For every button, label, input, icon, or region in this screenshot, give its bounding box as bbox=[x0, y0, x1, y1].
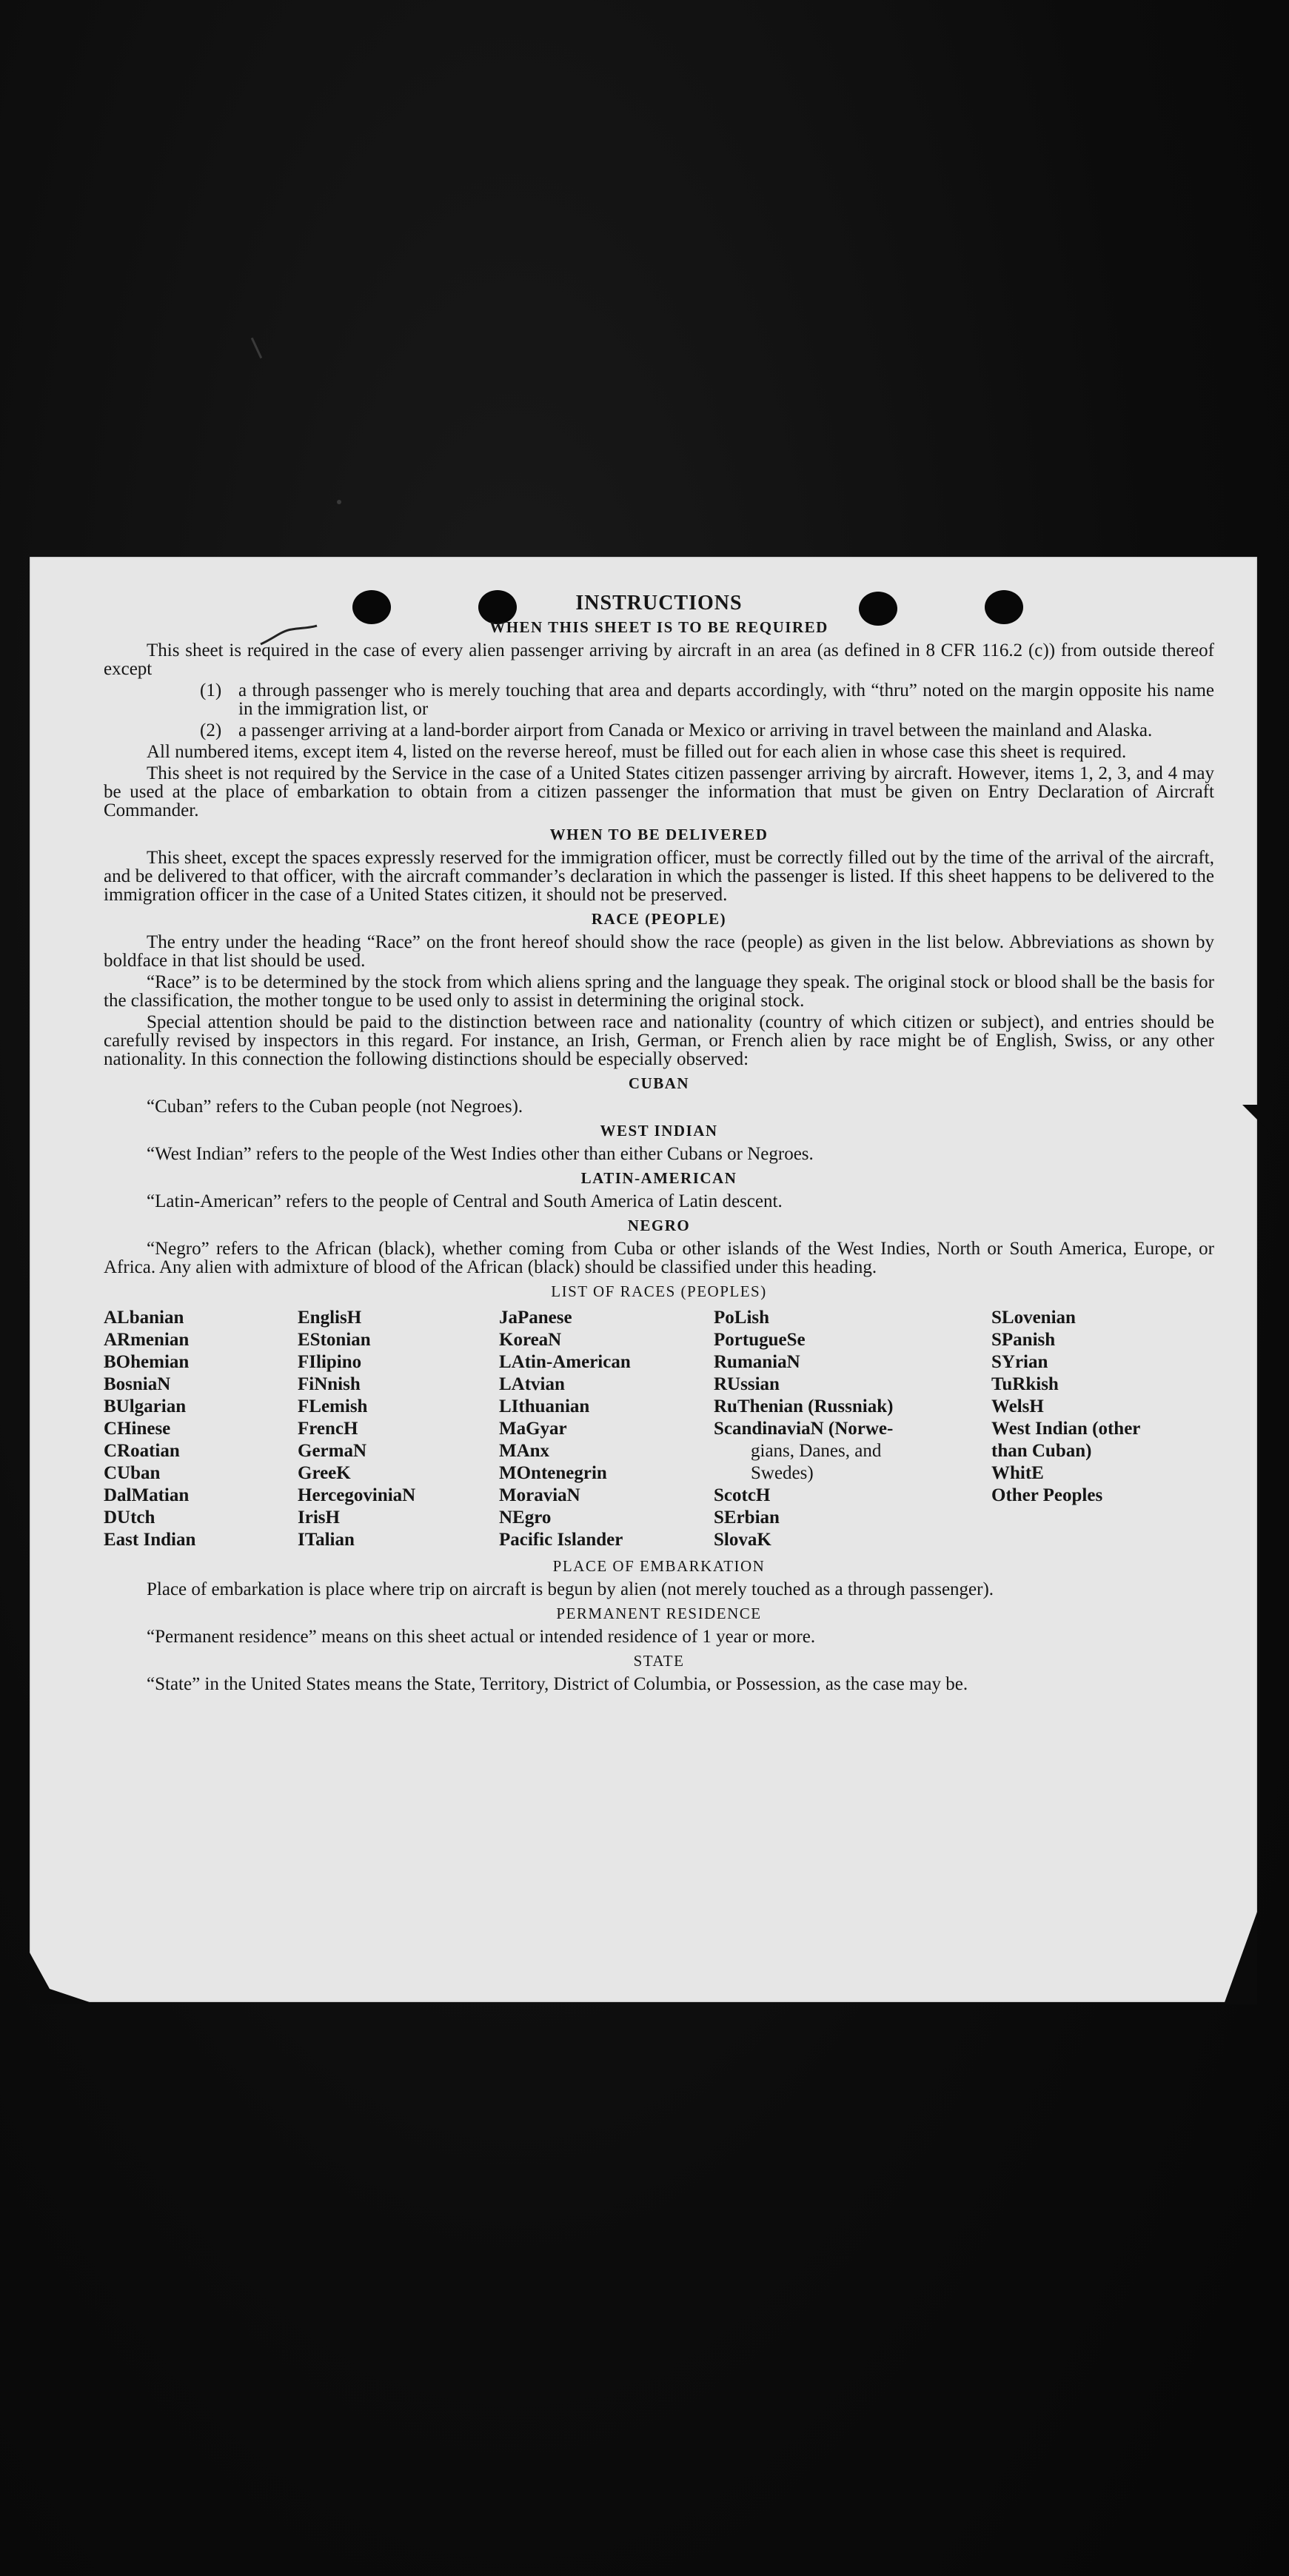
item-text: a through passenger who is merely touching that area and departs accordingly, with “thru” noted on the margin opposite his name in the immigration list, or bbox=[238, 680, 1214, 719]
heading-latin-american: LATIN-AMERICAN bbox=[580, 1169, 737, 1187]
paragraph: Place of embarkation is place where trip on aircraft is begun by alien (not merely touched as a through passenger). bbox=[147, 1579, 994, 1599]
race-entry: DalMatian bbox=[104, 1485, 190, 1505]
paragraph: “State” in the United States means the State, Territory, District of Columbia, or Possession, as the case may be. bbox=[147, 1674, 968, 1694]
race-entry: SlovaK bbox=[714, 1530, 771, 1550]
race-entry: PoLish bbox=[714, 1308, 770, 1328]
race-entry: Pacific Islander bbox=[499, 1530, 623, 1550]
heading-cuban: CUBAN bbox=[628, 1074, 690, 1092]
races-list bbox=[104, 1307, 1214, 1551]
race-entry: RuThenian (Russniak) bbox=[714, 1396, 894, 1416]
races-column bbox=[714, 1307, 991, 1551]
race-entry: MaGyar bbox=[499, 1419, 567, 1439]
race-entry: BosniaN bbox=[104, 1374, 171, 1394]
race-entry: East Indian bbox=[104, 1530, 196, 1550]
page-title: INSTRUCTIONS bbox=[575, 592, 743, 615]
paper-tear bbox=[30, 1953, 96, 2004]
race-entry: CUban bbox=[104, 1463, 161, 1483]
dust-speck bbox=[337, 500, 341, 504]
race-entry: ScotcH bbox=[714, 1485, 771, 1505]
race-entry: IrisH bbox=[298, 1508, 340, 1528]
race-entry: gians, Danes, and bbox=[751, 1441, 882, 1461]
race-entry: West Indian (other bbox=[991, 1419, 1141, 1439]
heading-embarkation: PLACE OF EMBARKATION bbox=[552, 1557, 766, 1575]
race-entry: Swedes) bbox=[751, 1463, 814, 1483]
heading-residence: PERMANENT RESIDENCE bbox=[556, 1605, 762, 1622]
paragraph: “Cuban” refers to the Cuban people (not Negroes). bbox=[147, 1097, 523, 1117]
race-entry: EStonian bbox=[298, 1330, 371, 1350]
race-entry: MOntenegrin bbox=[499, 1463, 607, 1483]
race-entry: MAnx bbox=[499, 1441, 550, 1461]
instructions-content bbox=[104, 594, 1214, 1696]
heading-negro: NEGRO bbox=[627, 1217, 691, 1234]
race-entry: LAtin-American bbox=[499, 1352, 631, 1372]
race-entry: NEgro bbox=[499, 1508, 552, 1528]
paragraph: This sheet is required in the case of every alien passenger arriving by aircraft in an area (as defined in 8 CFR 116.2 (c)) from outside thereof except bbox=[104, 640, 1214, 679]
races-column bbox=[499, 1307, 714, 1551]
race-entry: PortugueSe bbox=[714, 1330, 806, 1350]
heading-race: RACE (PEOPLE) bbox=[591, 910, 727, 928]
item-text: a passenger arriving at a land-border airport from Canada or Mexico or arriving in travel between the mainland and Alaska. bbox=[238, 720, 1153, 740]
paragraph: “West Indian” refers to the people of the West Indies other than either Cubans or Negroes. bbox=[147, 1144, 814, 1164]
paragraph: This sheet, except the spaces expressly reserved for the immigration officer, must be correctly filled out by the time of the arrival of the aircraft, and be delivered to that officer, with the aircraft commander’s declaration in which the passenger is listed. If this sheet happens to be delivered to the immigration officer in the case of a United States citizen, it should not be preserved. bbox=[104, 848, 1214, 905]
race-entry: BUlgarian bbox=[104, 1396, 187, 1416]
list-item bbox=[200, 681, 1214, 718]
paragraph: Special attention should be paid to the distinction between race and nationality (country of which citizen or subject), and entries should be carefully revised by inspectors in this regard. For instance, an Irish, German, or French alien by race might be of English, Swiss, or any other nationality. In this connection the following distinctions should be especially observed: bbox=[104, 1012, 1214, 1069]
race-entry: GermaN bbox=[298, 1441, 367, 1461]
race-entry: SLovenian bbox=[991, 1308, 1076, 1328]
item-number: (1) bbox=[200, 680, 222, 700]
paragraph: “Race” is to be determined by the stock from which aliens spring and the language they speak. The original stock or blood shall be the basis for the classification, the mother tongue to be used only to assist in determining the original stock. bbox=[104, 972, 1214, 1011]
heading-when-required: WHEN THIS SHEET IS TO BE REQUIRED bbox=[489, 618, 828, 636]
list-item bbox=[200, 721, 1214, 740]
race-entry: ARmenian bbox=[104, 1330, 190, 1350]
paper-tear bbox=[1224, 1912, 1257, 2004]
races-column bbox=[104, 1307, 298, 1551]
race-entry: ALbanian bbox=[104, 1308, 184, 1328]
race-entry: MoraviaN bbox=[499, 1485, 580, 1505]
heading-list-of-races: LIST OF RACES (PEOPLES) bbox=[551, 1282, 767, 1300]
race-entry: TuRkish bbox=[991, 1374, 1059, 1394]
race-entry: Other Peoples bbox=[991, 1485, 1103, 1505]
heading-state: STATE bbox=[633, 1652, 685, 1670]
race-entry: RUssian bbox=[714, 1374, 780, 1394]
race-entry: RumaniaN bbox=[714, 1352, 800, 1372]
paragraph: All numbered items, except item 4, listed on the reverse hereof, must be filled out for each alien in whose case this sheet is required. bbox=[147, 742, 1127, 762]
heading-west-indian: WEST INDIAN bbox=[600, 1122, 718, 1140]
race-entry: HercegoviniaN bbox=[298, 1485, 416, 1505]
race-entry: SYrian bbox=[991, 1352, 1048, 1372]
race-entry: LIthuanian bbox=[499, 1396, 590, 1416]
races-column bbox=[298, 1307, 499, 1551]
race-entry: LAtvian bbox=[499, 1374, 565, 1394]
races-column bbox=[991, 1307, 1199, 1551]
race-entry: WhitE bbox=[991, 1463, 1044, 1483]
race-entry: than Cuban) bbox=[991, 1441, 1092, 1461]
paragraph: This sheet is not required by the Service in the case of a United States citizen passenger arriving by aircraft. However, items 1, 2, 3, and 4 may be used at the place of embarkation to obtain from a citizen passenger the information that must be given on Entry Declaration of Aircraft Commander. bbox=[104, 763, 1214, 820]
race-entry: SPanish bbox=[991, 1330, 1056, 1350]
race-entry: SErbian bbox=[714, 1508, 780, 1528]
race-entry: FLemish bbox=[298, 1396, 368, 1416]
paragraph: The entry under the heading “Race” on the front hereof should show the race (people) as given in the list below. Abbreviations as shown by boldface in that list should be used. bbox=[104, 932, 1214, 971]
race-entry: GreeK bbox=[298, 1463, 351, 1483]
paragraph: “Latin-American” refers to the people of Central and South America of Latin descent. bbox=[147, 1191, 783, 1211]
instruction-sheet bbox=[30, 557, 1257, 2002]
race-entry: CRoatian bbox=[104, 1441, 180, 1461]
paragraph: “Permanent residence” means on this sheet actual or intended residence of 1 year or more. bbox=[147, 1627, 816, 1647]
item-number: (2) bbox=[200, 720, 222, 740]
race-entry: JaPanese bbox=[499, 1308, 572, 1328]
race-entry: ITalian bbox=[298, 1530, 355, 1550]
race-entry: DUtch bbox=[104, 1508, 155, 1528]
race-entry: FrencH bbox=[298, 1419, 358, 1439]
paragraph: “Negro” refers to the African (black), whether coming from Cuba or other islands of the West Indies, North or South America, Europe, or Africa. Any alien with admixture of blood of the African (black) should be classified under this heading. bbox=[104, 1239, 1214, 1277]
race-entry: EnglisH bbox=[298, 1308, 362, 1328]
race-entry: CHinese bbox=[104, 1419, 171, 1439]
race-entry: WelsH bbox=[991, 1396, 1044, 1416]
race-entry: KoreaN bbox=[499, 1330, 562, 1350]
race-entry: FiNnish bbox=[298, 1374, 361, 1394]
race-entry: BOhemian bbox=[104, 1352, 190, 1372]
race-entry: FIlipino bbox=[298, 1352, 362, 1372]
heading-when-delivered: WHEN TO BE DELIVERED bbox=[549, 826, 769, 843]
race-entry: ScandinaviaN (Norwe- bbox=[714, 1419, 894, 1439]
